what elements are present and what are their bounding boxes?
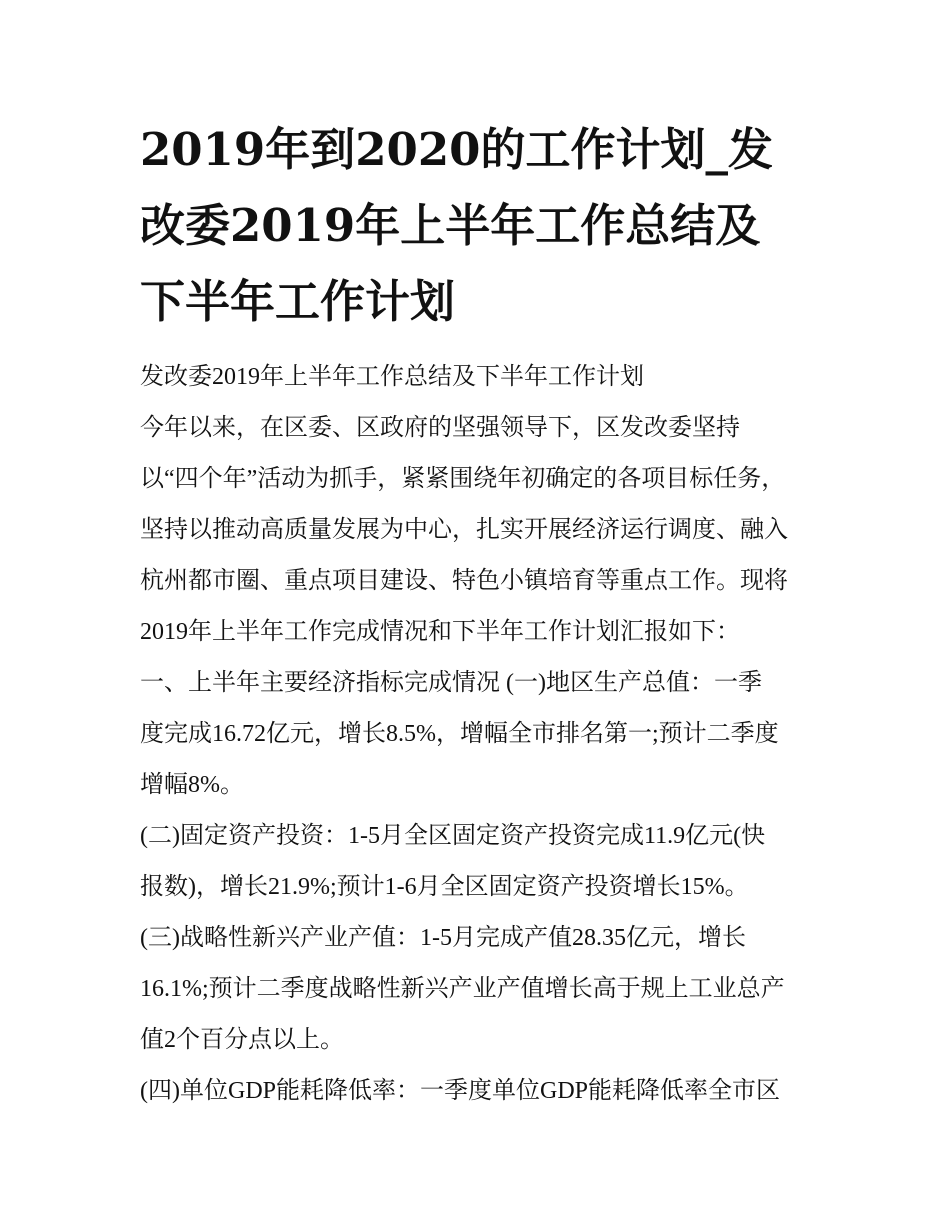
- body-line: (二)固定资产投资：1-5月全区固定资产投资完成11.9亿元(快: [140, 823, 766, 849]
- body-line: 度完成16.72亿元，增长8.5%，增幅全市排名第一;预计二季度: [140, 721, 779, 747]
- body-line: 16.1%;预计二季度战略性新兴产业产值增长高于规上工业总产: [140, 976, 785, 1002]
- body-line: (四)单位GDP能耗降低率：一季度单位GDP能耗降低率全市区: [140, 1078, 781, 1104]
- body-line: 杭州都市圈、重点项目建设、特色小镇培育等重点工作。现将: [140, 568, 788, 594]
- body-line: 增幅8%。: [140, 772, 244, 798]
- title-line: 改委2019年上半年工作总结及: [140, 199, 761, 252]
- document-page: [140, 112, 820, 1117]
- body-line: 以“四个年”活动为抓手，紧紧围绕年初确定的各项目标任务，: [140, 466, 786, 492]
- body-line: 值2个百分点以上。: [140, 1027, 344, 1053]
- body-line: 坚持以推动高质量发展为中心，扎实开展经济运行调度、融入: [140, 517, 788, 543]
- body-line: (三)战略性新兴产业产值：1-5月完成产值28.35亿元，增长: [140, 925, 746, 951]
- document-title: [140, 112, 820, 340]
- body-line: 今年以来，在区委、区政府的坚强领导下，区发改委坚持: [140, 415, 740, 441]
- title-line: 2019年到2020的工作计划_发: [140, 123, 773, 176]
- document-body: [140, 352, 820, 1117]
- title-line: 下半年工作计划: [140, 275, 456, 328]
- body-line: 发改委2019年上半年工作总结及下半年工作计划: [140, 364, 644, 390]
- body-line: 一、上半年主要经济指标完成情况 (一)地区生产总值：一季: [140, 670, 762, 696]
- body-line: 报数)，增长21.9%;预计1-6月全区固定资产投资增长15%。: [140, 874, 749, 900]
- body-line: 2019年上半年工作完成情况和下半年工作计划汇报如下：: [140, 619, 740, 645]
